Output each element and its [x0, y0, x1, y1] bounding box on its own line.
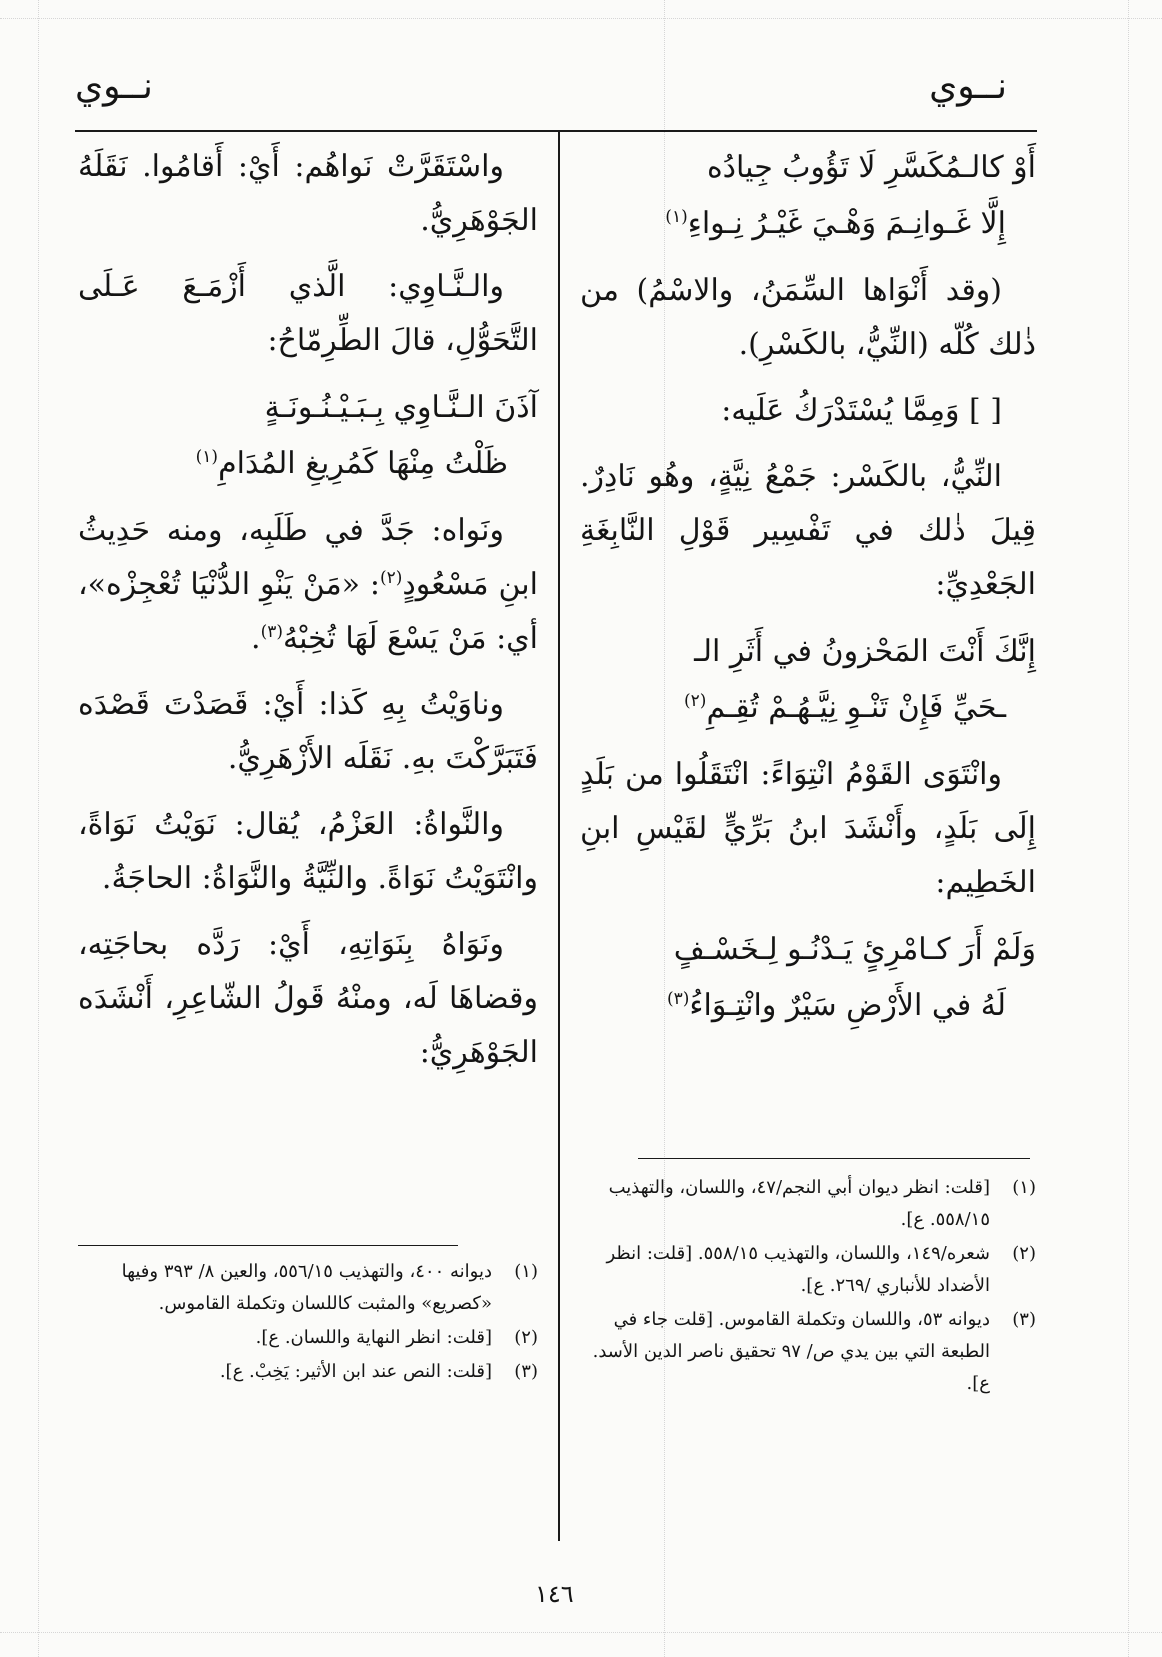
footnote-marker: (١) — [665, 207, 688, 227]
verse — [580, 624, 1036, 736]
footnote-marker: (١) — [195, 447, 219, 467]
entry-paragraph: وناوَيْتُ بِهِ كَذا: أَيْ: قَصَدْتَ قَصْدَه فَتَبَرَّكْتَ بهِ. نَقَلَه الأَزْهَرِيُّ. — [78, 687, 538, 776]
column-divider — [558, 131, 560, 1541]
scan-guide-line — [1128, 0, 1129, 1657]
scan-guide-line — [0, 1632, 1162, 1633]
footnote-number: (٢) — [514, 1327, 538, 1348]
running-head-left: نــوي — [75, 66, 153, 107]
footnote-marker: (٣) — [666, 989, 690, 1009]
verse-line: آذَنَ الـنَّـاوِي بِـبَـيْـنُـونَـةٍ — [264, 390, 538, 425]
entry-paragraph: ونَواه: جَدَّ في طَلَبِه، ومنه حَدِيثُ ابنِ مَسْعُودٍ$^{(٢)}$: «مَنْ يَنْوِ الدُّنْيَا تُعْجِزْه»، أي: مَنْ يَسْعَ لَهَا تُخِبْهُ$^{(٣)}$. — [78, 513, 538, 656]
entry-paragraph: والـنَّـاوِي: الَّذي أَزْمَـعَ عَـلَى التَّحَوُّلِ، قالَ الطِّرِمّاحُ: — [78, 269, 538, 358]
entry-paragraph: النِّيُّ، بالكَسْر: جَمْعُ نِيَّةٍ، وهُو نَادِرٌ. قِيلَ ذٰلك في تَفْسِير قَوْلِ النَّابِغَةِ الجَعْدِيِّ: — [580, 459, 1036, 602]
footnote-number: (١) — [514, 1261, 538, 1282]
footnote-number: (٢) — [1012, 1243, 1036, 1264]
running-head-right: نــوي — [929, 66, 1007, 107]
verse-line: ظَلْتُ مِنْهَا كَمُرِيغِ المُدَامِ$^{(١)}$ — [195, 446, 508, 481]
footnote-number: (٣) — [1012, 1309, 1036, 1330]
footnotes-left — [78, 1256, 538, 1390]
footnote-number: (٣) — [514, 1361, 538, 1382]
verse-line: ـحَيِّ فَإِنْ تَنْـوِ نِيَّـهُـمْ تُقِـمِ$^{(٢)}$ — [684, 690, 1006, 725]
entry-paragraph: واسْتَقَرَّتْ نَواهُم: أَيْ: أَقامُوا. نَقَلَهُ الجَوْهَرِيُّ. — [78, 149, 538, 238]
footnote-marker: (٢) — [380, 568, 403, 588]
entry-paragraph: والنَّواةُ: العَزْمُ، يُقال: نَوَيْتُ نَوَاةً، وانْتَوَيْتُ نَوَاةً. والنِّيَّةُ والنَّوَاةُ: الحاجَةُ. — [78, 807, 538, 896]
verse — [580, 922, 1036, 1034]
entry-paragraph: وانْتَوَى القَوْمُ انْتِوَاءً: انْتَقَلُوا من بَلَدٍ إِلَى بَلَدٍ، وأَنْشَدَ ابنُ بَرِّيٍّ لقَيْسِ ابنِ الخَطِيم: — [580, 757, 1036, 900]
addendum-heading: [ ] وَمِمَّا يُسْتَدْرَكُ عَلَيه: — [721, 393, 1002, 428]
footnote-rule — [78, 1245, 458, 1246]
verse-line: وَلَمْ أَرَ كـامْرِئٍ يَـدْنُـو لِـخَسْـفٍ — [673, 932, 1036, 967]
footnote: (١) [قلت: انظر ديوان أبي النجم/٤٧، واللسان، والتهذيب ٥٥٨/١٥. ع]. — [580, 1172, 1036, 1236]
verse-line: إِنَّكَ أَنْتَ المَحْزونُ في أَثَرِ الـ — [694, 634, 1036, 669]
footnote: (٢) [قلت: انظر النهاية واللسان. ع]. — [78, 1322, 538, 1354]
footnote: (٣) ديوانه ٥٣، واللسان وتكملة القاموس. [قلت جاء في الطبعة التي بين يدي ص/ ٩٧ تحقيق ناصر الدين الأسد. ع]. — [580, 1304, 1036, 1400]
scan-guide-line — [38, 0, 39, 1657]
entry-paragraph: (وقد أَنْوَاها السِّمَنُ، والاسْمُ) من ذٰلك كُلّه (النِّيُّ، بالكَسْرِ). — [580, 273, 1036, 362]
header-rule — [75, 130, 1037, 132]
page-number: ١٤٦ — [535, 1580, 574, 1608]
footnote-marker: (٢) — [684, 691, 707, 711]
entry-paragraph: ونَوَاهُ بِنَوَاتِهِ، أَيْ: رَدَّه بحاجَتِه، وقضاهَا لَه، ومنْهُ قَولُ الشّاعِرِ، أَنْشَدَه الجَوْهَرِيُّ: — [78, 927, 538, 1070]
footnote-number: (١) — [1012, 1177, 1036, 1198]
footnotes-right — [580, 1172, 1036, 1402]
footnote: (٢) شعره/١٤٩، واللسان، والتهذيب ٥٥٨/١٥. [قلت: انظر الأضداد للأنباري /٢٦٩. ع]. — [580, 1238, 1036, 1302]
footnote: (٣) [قلت: النص عند ابن الأثير: يَخِبْ. ع]. — [78, 1356, 538, 1388]
verse-line: إِلَّا غَـوانِـمَ وَهْـيَ غَيْـرُ نِـواءِ$^{(١)}$ — [665, 206, 1006, 241]
verse-line: أَوْ كالـمُكَسَّرِ لَا تَؤُوبُ جِيادُه — [706, 150, 1036, 185]
right-column — [580, 140, 1036, 1046]
left-column — [78, 140, 538, 1092]
verse — [78, 380, 538, 492]
footnote: (١) ديوانه ٤٠٠، والتهذيب ٥٥٦/١٥، والعين ٨/ ٣٩٣ وفيها «كصريع» والمثبت كاللسان وتكملة القاموس. — [78, 1256, 538, 1320]
scan-guide-line — [0, 18, 1162, 19]
footnote-rule — [638, 1158, 1030, 1159]
verse — [580, 140, 1036, 252]
verse-line: لَهُ في الأَرْضِ سَيْرٌ وانْتِـوَاءُ$^{(٣)}$ — [666, 988, 1006, 1023]
footnote-marker: (٣) — [260, 622, 283, 642]
